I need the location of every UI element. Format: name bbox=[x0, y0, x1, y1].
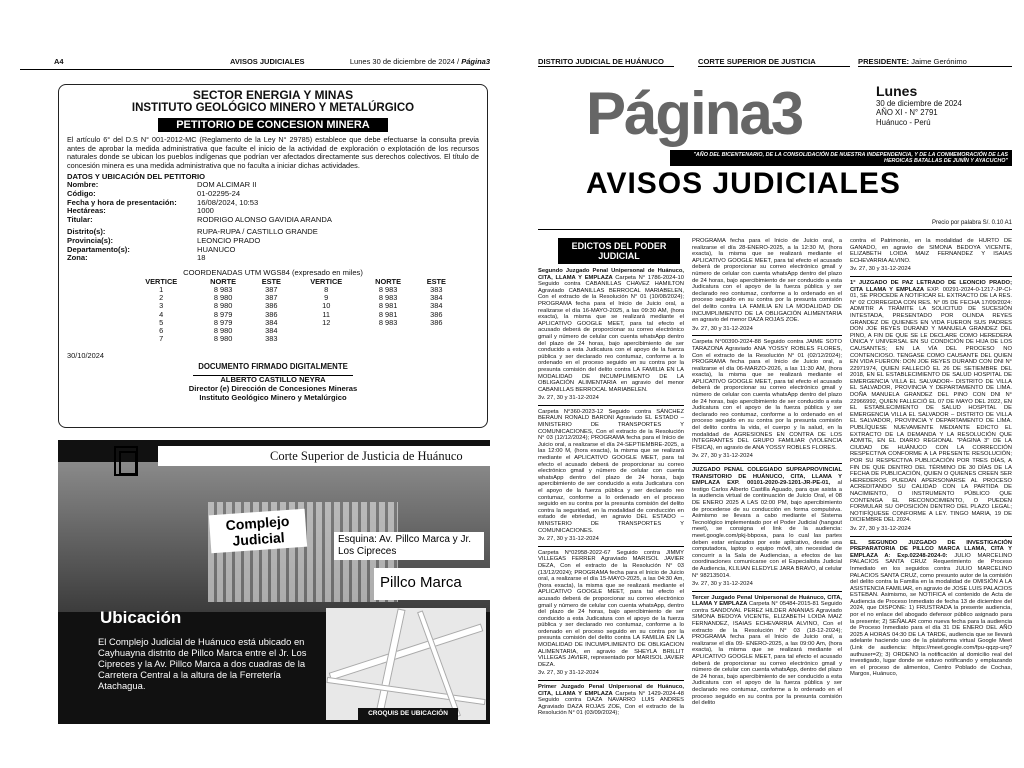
field-value: RODRIGO ALONSO GAVIDIA ARANDA bbox=[197, 214, 332, 224]
table-cell: 6 bbox=[159, 325, 164, 335]
edict-dates: 3v. 27, 30 y 31-12-2024 bbox=[692, 581, 753, 588]
table-cell: 3 bbox=[159, 301, 164, 311]
table-row bbox=[127, 311, 457, 319]
table-row bbox=[127, 302, 457, 310]
issue-date-box bbox=[876, 84, 996, 127]
table-cell: 386 bbox=[265, 309, 278, 319]
coordinates-title: COORDENADAS UTM WGS84 (expresado en miles) bbox=[183, 267, 363, 277]
column-header: VERTICE bbox=[145, 276, 178, 286]
notice-field bbox=[67, 246, 479, 255]
table-cell: 8 983 bbox=[378, 317, 398, 327]
table-cell: 384 bbox=[265, 317, 278, 327]
field-key: Zona: bbox=[67, 253, 88, 263]
left-page-header bbox=[20, 56, 490, 70]
column-2 bbox=[692, 238, 842, 709]
table-cell: 11 bbox=[322, 309, 331, 319]
field-value: 16/08/2024, 10:53 bbox=[197, 197, 259, 207]
edict-body: EXP. 00291-2024-0-1217-JP-CI-01, SE PROCEDE A NOTIFICAR EL EXTRACTO DE LA RES. N° 02 CORREGIDA CON RES. N° 05 DE FECHA 17/09/2024: ADMITIR A TRÁMITE LA SOLICITUD DE SUCESIÓN INTESTADA, PRESENTADO POR OLINDA REYES GRANDEZ DE QUIENES EN VIDA FUERON SUS PADRES DON JOE REYES DURAND Y MANUELA GRANDEZ DEL PINO, A FIN DE QUE SE LE DECLARE COMO HEREDERA ÚNICA Y UNIVERSAL EN SU CONDICIÓN DE HIJA DE LOS CAUSANTES; EN LA VÍA DEL PROCESO NO CONTENCIOSO. TENGASE COMO CAUSANTE DEL QUIEN EN VIDA FUERON: DON JOE REYES DURAND CON DNI N° 22971974, QUIEN FALLECIÓ EL 26 DE SETIEMBRE DEL 2018, EN EL ESTABLECIMIENTO DE SALUD HOSPITAL DE EMERGENCIA VILLA EL SALVADOR– DISTRITO DE VILLA EL SALVADOR, PROVINCIA Y DEPARTAMENTO DE LIMA. DOÑA MANUELA GRANDEZ DEL PINO CON DNI N° 22966992, QUIEN FALLECIÓ EL 07 DE MAYO DEL 2022, EN EL ESTABLECIMIENTO DE SALUD HOSPITAL DE EMERGENCIA VILLA EL SALVADOR – DISTRITO DE VILLA EL SALVADOR, PROVINCIA Y DEPARTAMENTO DE LIMA. PUBLÍQUESE NUEVAMENTE MEDIANTE EDICTO EL EXTRACTO DE LA DEMANDA Y LA RESOLUCIÓN QUE ADMITE, EN EL DIARIO REGIONAL "PÁGINA 3" DE LA CIUDAD DE HUÁNUCO CON LA CORRECCIÓN RESPECTIVA CONFORME A LA PRESENTE RESOLUCIÓN; POR SU RESPECTIVA PUBLICACIÓN POR TRES DÍAS, A FIN DE QUE DENTRO DEL TÉRMINO DE 30 DÍAS DE LA FECHA DE PUBLICACIÓN, QUIEN O QUIENES CREEN SER HEREDEROS PUEDAN APERSONARSE AL PROCESO ACREDITANDO SU CALIDAD CON LA PARTIDA DE NACIMIENTO, O INSTRUMENTO PÚBLICO QUE CONTENGA EL RECONOCIMIENTO, O PUEDEN FORMULAR SU OPOSICIÓN DENTRO DEL PLAZO LEGAL; NOTIFÍQUESE CONFORME A LEY. TINGO MARIA, 19 DE DICIEMBRE DEL 2024. bbox=[850, 286, 1012, 524]
ad-complejo-label: Complejo Judicial bbox=[209, 509, 307, 554]
table-cell: 8 980 bbox=[213, 301, 233, 311]
ad-pillco-label: Pillco Marca bbox=[374, 568, 490, 600]
column-3 bbox=[850, 238, 1012, 680]
divider bbox=[692, 463, 842, 464]
signer-name: ALBERTO CASTILLO NEYRA bbox=[220, 375, 326, 385]
field-key: Código: bbox=[67, 188, 96, 198]
notice-fields bbox=[67, 181, 479, 262]
edict-dates: 3v. 27, 30 y 31-12-2024 bbox=[850, 525, 911, 532]
issue-day: Lunes bbox=[876, 83, 918, 99]
field-value: RUPA-RUPA / CASTILLO GRANDE bbox=[197, 227, 318, 237]
right-page-top bbox=[538, 56, 1012, 70]
table-cell: 9 bbox=[324, 293, 329, 303]
edict-title: Segundo Juzgado Penal Unipersonal de Huánuco, CITA, LLAMA Y EMPLAZA bbox=[538, 268, 684, 281]
map-caption: CROQUIS DE UBICACIÓN bbox=[358, 708, 458, 720]
table-cell: 386 bbox=[430, 317, 443, 327]
table-cell: 8 979 bbox=[213, 309, 233, 319]
edict-title: Primer Juzgado Penal Unipersonal de Huánuco, CITA, LLAMA Y EMPLAZA bbox=[538, 684, 684, 697]
edict-entry bbox=[692, 339, 842, 451]
ad-location-title: Ubicación bbox=[100, 608, 182, 627]
table-cell: 12 bbox=[322, 317, 331, 327]
field-value: HUANUCO bbox=[197, 244, 236, 254]
field-value: DOM ALCIMAR II bbox=[197, 180, 257, 190]
ad-location-text: El Complejo Judicial de Huánuco está ubicado en Cayhuayna distrito de Pillco Marca entre el Jr. Los Cipreces y la Av. Pillco Marca a dos cuadras de la Carretera Central a la altura de la Ferretería Atachagua. bbox=[98, 636, 307, 691]
edict-dates: 3v. 27, 30 y 31-12-2024 bbox=[538, 670, 599, 677]
edict-entry bbox=[538, 684, 684, 717]
edict-title: JUZGADO PENAL COLEGIADO SUPRAPROVINCIAL TRANSITORIO DE HUÁNUCO, CITA, LLAMA Y EMPLAZA EXP. 00101-2020-29-1201-JR-PE-01, bbox=[692, 467, 842, 487]
issue-place: Huánuco - Perú bbox=[876, 117, 931, 127]
ad-corner-label: Esquina: Av. Pillco Marca y Jr. Los Cipreces bbox=[334, 532, 484, 560]
table-cell: 8 bbox=[324, 284, 329, 294]
price-line: Precio por palabra S/. 0.10 A1 bbox=[538, 220, 1012, 230]
edict-dates: 3v. 27, 30 y 31-12-2024 bbox=[850, 266, 911, 273]
table-cell: 5 bbox=[159, 317, 164, 327]
president-label: PRESIDENTE: Jaime Gerónimo bbox=[858, 57, 1012, 67]
edict-body: JULIO MARCELINO PALACIOS SANTA CRUZ Requerimiento de Proceso Inmediato en los seguidos contra JULIO MARCELINO PALACIOS SANTA CRUZ, como presunto autor de la comisión del delito contra la Familia en la modalidad de OMISIÓN A LA ASISTENCIA FAMILIAR, en agravio de JOSE LUIS PALACIOS ESTEBAN. Asimismo, se NOTIFICA el contenido de Acta de Audiencia de Proceso Inmediato de fecha 13 de diciembre del 2024, que DISPONE: 1) FRUSTRADA la presente audiencia, por el no enlace del abogado defensor público asignado para la presente; 2) SEÑALAR como nueva fecha para la audiencia de Proceso Inmediato para el día 31 DE ENERO DEL AÑO 2025 A HORAS 04:30 DE LA TARDE, audiencia que se llevará adelante haciendo uso de la plataforma virtual Google Meet (Link de audiencia: https://meet.google.com/fpu-qqzp-urq?authuser=2); 3) ORDENO la notificación al domicilio real del investigado, lugar donde se estuvo notificando y emplazando en el proceso de alimentos, Centro Poblado de Cochas, Margos, Huánuco, bbox=[850, 552, 1012, 678]
edict-body: Carpeta N°360-2023-12 Seguido contra SÁNCHEZ BERAUN RONALD BARONI Agraviado EL ESTADO – MINISTERIO DE TRANSPORTES Y COMUNICACIONES, Con el extracto de la Resolución N° 03 (12/12/2024); PROGRAMA fecha para el Inicio de Juicio oral, a realizarse el día 24-SEPTIEMBRE-2025, a las 12:00 M, (hora exacta), la misma que se realizará mediante el APLICATIVO GOOGLE MEET, para tal efecto el acusado deberá de proporcionar su correo electrónico gmail y número de celular con cuenta whatsApp dentro del plazo de 24 horas, bajo apercibimiento de ser conducido a esta Judicatura con el apoyo de la fuerza pública y ser declarado reo contumaz, conforme a lo ordenado en el proceso seguido en su contra por la presunta comisión del delito contra la seguridad, en la modalidad de conducción en estado de ebriedad, en agravio DEL ESTADO – MINISTERIO DE TRANSPORTES Y COMUNICACIONES. bbox=[538, 408, 684, 534]
divider bbox=[538, 546, 684, 547]
field-key: Fecha y hora de presentación: bbox=[67, 197, 177, 207]
judiciary-logo-icon bbox=[114, 446, 138, 476]
notice-field bbox=[67, 228, 479, 237]
edict-dates: 3v. 27, 30 y 31-12-2024 bbox=[692, 325, 753, 332]
edict-body: Carpeta N°02958-2022-67 Seguido contra JIMMY VILLEGAS FERRER Agraviado MARISOL JAVIER DEZA, Con el extracto de la Resolución N° 03 (13/12/2024); PROGRAMA fecha para el Inicio de Juicio oral, a realizarse el día 15-MAYO-2025, a las 04:30 Am, (hora exacta), la misma que se realizará mediante el APLICATIVO GOOGLE MEET, para tal efecto el acusado deberá de proporcionar su correo electrónico gmail y número de celular con cuenta whatsApp, dentro del plazo de 24 horas, bajo apercibimiento de ser conducido a esta Judicatura con el apoyo de la fuerza pública y ser declarado reo contumaz, conforme a lo ordenado en el proceso seguido en su contra por la presunta comisión del delito contra LA FAMILIA EN LA MODALIDAD DE INCUMPLIMIENTO DE OBLIGACION ALIMENTARIA, en agravio de SHEYLA BRILLIT VILLEGAS JAVIER, representado por MARISOL JAVIER DEZA. bbox=[538, 549, 684, 668]
table-cell bbox=[416, 335, 457, 343]
table-cell: 8 983 bbox=[378, 284, 398, 294]
edict-body: Carpeta N°00390-2024-88 Seguido contra JAIME SOTO TARAZONA Agraviado ANA YOSSY ROBLES FLORES, Con el extracto de la Resolución N° 01 (02/12/2024); PROGRAMA fecha para el Inicio de Juicio oral, a realizarse el día 06-MARZO-2026, a las 11:30 AM, (hora exacta), la misma que se realizará mediante el APLICATIVO GOOGLE MEET, para tal efecto el acusado deberá de proporcionar su correo electrónico gmail y número de celular con cuenta whatsApp dentro del plazo de 24 horas, bajo apercibimiento de ser conducido a esta Judicatura con el apoyo de la fuerza pública y ser declarado reo contumaz, conforme a lo ordenado en el proceso seguido en su contra por la presunta comisión del delito contra la vida, el cuerpo y la salud, en la modalidad de AGRESIONES EN CONTRA DE LOS INTEGRANTES DEL GRUPO FAMILIAR (VIOLENCIA FÍSICA), en agravio de ANA YOSSY ROBLES FLORES. bbox=[692, 339, 842, 451]
table-cell: 8 980 bbox=[213, 334, 233, 344]
right-page bbox=[530, 44, 1024, 734]
court-location-ad bbox=[58, 440, 490, 724]
table-row bbox=[127, 327, 457, 335]
field-key: Departamento(s): bbox=[67, 244, 130, 254]
edict-body: Carpeta N° 1786-2024-10 Seguido contra CABANILLAS CHAVEZ HAMILTON Agraviado CABANILLAS BERROCAL MARIABELEN, Con el extracto de la Resolución N° 01 (10/08/2024); PROGRAMA fecha para el Inicio de Juicio oral, a realizarse el día 16-MAYO-2025, a las 09:30 AM, (hora exacta), la misma que se realizará mediante el APLICATIVO GOOGLE MEET, para tal efecto el acusado deberá de proporcionar su correo electrónico gmail y número de celular con cuenta whatsApp dentro del plazo de 24 horas, bajo apercibimiento de ser conducido a esta Judicatura con el apoyo de la fuerza pública y ser declarado reo contumaz, conforme a lo ordenado en el proceso seguido en su contra por la presunta comisión del delito contra LA FAMILIA EN LA MODALIDAD DE INCUMPLIMIENTO DE LA OBLIGACIÓN ALIMENTARIA en agravio del menor CABANILLAS BERROCAL MARIABELEN. bbox=[538, 274, 684, 393]
edict-body: Carpeta N° 1429-2024-48 Seguido contra DAZA NAVARRO LUIS ANDRES Agraviado DAZA ROJAS ZOE, Con el extracto de la Resolución N° 01 (03/09/2024); bbox=[538, 690, 684, 717]
ad-court-title: Corte Superior de Justicia de Huánuco bbox=[158, 446, 490, 466]
table-cell: 8 981 bbox=[378, 309, 398, 319]
field-key: Hectáreas: bbox=[67, 206, 106, 216]
column-header: VERTICE bbox=[310, 276, 343, 286]
field-key: Titular: bbox=[67, 214, 93, 224]
notice-subtitle: INSTITUTO GEOLÓGICO MINERO Y METALÚRGICO bbox=[131, 102, 415, 114]
map-road bbox=[417, 610, 461, 717]
issue-number: AÑO XI - N° 2791 bbox=[876, 108, 938, 118]
column-header: NORTE bbox=[375, 276, 401, 286]
left-page bbox=[20, 44, 490, 734]
edict-title: 1° JUZGADO DE PAZ LETRADO DE LEONCIO PRADO; CITA LLAMA Y EMPLAZA bbox=[850, 279, 1012, 293]
divider bbox=[538, 405, 684, 406]
edict-body: contra el Patrimonio, en la modalidad de HURTO DE GANADO, en agravio de SIMONA BEDOYA VICENTE, ELIZABETH LOIDA MAIZ FERNANDEZ Y ISAIAS ECHEVARRIA ALVINO. bbox=[850, 238, 1012, 264]
notice-title: SECTOR ENERGIA Y MINAS bbox=[192, 88, 354, 102]
newspaper-brand: Página3 bbox=[586, 80, 803, 147]
edict-entry bbox=[692, 467, 842, 579]
table-cell: 384 bbox=[265, 325, 278, 335]
notice-section-title: DATOS Y UBICACIÓN DEL PETITORIO bbox=[67, 172, 205, 182]
divider bbox=[850, 536, 1012, 537]
notice-field bbox=[67, 199, 479, 208]
column-header: ESTE bbox=[261, 276, 281, 286]
table-row bbox=[127, 286, 457, 294]
edict-entry bbox=[850, 540, 1012, 678]
table-cell bbox=[416, 327, 457, 335]
table-cell bbox=[360, 335, 415, 343]
table-cell: 7 bbox=[159, 334, 164, 344]
table-cell: 10 bbox=[322, 301, 331, 311]
divider bbox=[692, 335, 842, 336]
map-road bbox=[326, 677, 485, 705]
table-cell: 8 980 bbox=[213, 325, 233, 335]
table-cell: 383 bbox=[430, 284, 443, 294]
table-cell: 1 bbox=[159, 284, 164, 294]
district-label: DISTRITO JUDICIAL DE HUÁNUCO bbox=[538, 57, 674, 67]
signer-org: Instituto Geológico Minero y Metalúrgico bbox=[199, 392, 347, 402]
table-cell: 386 bbox=[265, 301, 278, 311]
edict-entry bbox=[538, 268, 684, 393]
edict-entry bbox=[850, 280, 1012, 524]
section-name: AVISOS JUDICIALES bbox=[230, 57, 305, 66]
signer-role: Director (e) Dirección de Concesiones Mineras bbox=[188, 383, 358, 393]
field-value: 18 bbox=[197, 253, 206, 263]
field-key: Distrito(s): bbox=[67, 227, 106, 237]
table-cell: 8 979 bbox=[213, 317, 233, 327]
notice-date: 30/10/2024 bbox=[67, 351, 104, 361]
edictos-banner: EDICTOS DEL PODER JUDICIAL bbox=[558, 238, 680, 264]
table-cell bbox=[360, 327, 415, 335]
court-label: CORTE SUPERIOR DE JUSTICIA bbox=[698, 57, 850, 67]
table-cell: 8 980 bbox=[213, 293, 233, 303]
notice-intro: El artículo 6° del D.S N° 001-2012-MC (Reglamento de la Ley N° 29785) establece que debe efectuarse la consulta previa antes de aprobar la medida administrativa que faculte el inicio de la actividad de exploración o explotación de los recursos naturales donde se ubican los pueblos indígenas que podrían ver afectados directamente sus derechos colectivos. El título de concesión minera es una medida administrativa que no faculta a iniciar dichas actividades. bbox=[67, 135, 479, 170]
table-row bbox=[127, 335, 457, 343]
edict-entry bbox=[538, 550, 684, 669]
edict-body: al testigo Carlos Alberto Castilla Aguado, para que asista a la audiencia virtual de continuación de Juicio Oral, el 08 DE ENERO 2025 A LAS 02:00 PM, bajo apercibimiento de procederse de su conducción en forma compulsiva. Asimismo se llevara a cabo mediante el Sistema Tecnológico implementado por el Poder Judicial (hangout meet), se consigna el link de la audiencia: meet.google.com/pkj-bbpoxa, para lo cual las partes deben estar enlazados por este aplicativo, desde una computadora, laptop o equipo móvil, sin necesidad de concurrir a la Sala de Audiencias, a efectos de las coordinaciones comunicarse con el Especialista Judicial de Audiencia, KLILIAN ELEDYLE JARA BRAVO, al celular N° 982135014. bbox=[692, 480, 842, 579]
table-cell: 4 bbox=[159, 309, 164, 319]
column-header: ESTE bbox=[426, 276, 446, 286]
notice-banner: PETITORIO DE CONCESION MINERA bbox=[158, 118, 388, 132]
field-value: 1000 bbox=[197, 206, 214, 216]
notice-field bbox=[67, 216, 479, 225]
mining-concession-notice bbox=[58, 84, 488, 428]
divider bbox=[692, 591, 842, 592]
column-3-entries bbox=[850, 238, 1012, 678]
issue-date: 30 de diciembre de 2024 bbox=[876, 99, 962, 108]
edict-dates: 3v. 27, 30 y 31-12-2024 bbox=[692, 453, 753, 460]
edict-body: Carpeta N° 05484-2015-81 Seguido contra SANDOVAL PEREZ HILDER ANANIAS Agraviado SIMONA BEDOYA VICENTE, ELIZABETH LOIDA MAIZ FERNANDEZ, ISAIAS ECHEVARRIA ALVINO, Con el extracto de la Resolución N° 03 (18-12-2024); PROGRAMA fecha para el Inicio de Juicio oral, a realizarse el día 09- ENERO-2025, a las 09:00 Am, (hora exacta), la misma que se realizará mediante el APLICATIVO GOOGLE MEET, para tal efecto el acusado deberá de proporcionar su correo electrónico gmail y número de celular con cuenta whatsApp, dentro del plazo de 24 horas, bajo apercibimiento de ser conducido a esta Judicatura con el apoyo de la fuerza pública y ser declarado reo contumaz, conforme a lo ordenado en el proceso seguido en su contra por la presunta comisión del delito bbox=[692, 601, 843, 707]
edict-entry bbox=[692, 238, 842, 324]
column-header: NORTE bbox=[210, 276, 237, 286]
edict-body: PROGRAMA fecha para el Inicio de Juicio oral, a realizarse el día 28-ENERO-2025, a la 12:30 M, (hora exacta), la misma que se realizará mediante el APLICATIVO GOOGLE MEET, para tal efecto el acusado deberá de proporcionar su correo electrónico gmail y número de celular con cuenta whatsApp dentro del plazo de 24 horas, bajo apercibimiento de ser conducido a esta Judicatura con el apoyo de la fuerza pública y ser declarado reo contumaz, conforme a lo ordenado en el proceso seguido en su contra por la presunta comisión del delito contra LA FAMILIA EN LA MODALIDAD DE INCUMPLIMIENTO DE LA OBLIGACIÓN ALIMENTARIA en agravio del menor DAZA ROJAS ZOE. bbox=[692, 238, 842, 324]
map-road bbox=[329, 623, 484, 680]
edict-dates: 3v. 27, 30 y 31-12-2024 bbox=[538, 395, 599, 402]
divider bbox=[538, 680, 684, 681]
edict-entry bbox=[850, 238, 1012, 264]
page-number: A4 bbox=[54, 57, 64, 66]
section-heading: AVISOS JUDICIALES bbox=[586, 167, 901, 200]
table-cell bbox=[292, 327, 360, 335]
notice-field bbox=[67, 254, 479, 263]
field-key: Provincia(s): bbox=[67, 235, 113, 245]
field-value: 01-02295-24 bbox=[197, 188, 241, 198]
divider bbox=[850, 276, 1012, 277]
table-row bbox=[127, 294, 457, 302]
table-cell: 384 bbox=[430, 293, 443, 303]
anniversary-banner: "AÑO DEL BICENTENARIO, DE LA CONSOLIDACIÓN DE NUESTRA INDEPENDENCIA, Y DE LA CONMEMORACIÓN DE LAS HEROICAS BATALLAS DE JUNÍN Y AYACUCHO" bbox=[670, 150, 1012, 166]
table-cell: 384 bbox=[430, 301, 443, 311]
edict-dates: 3v. 27, 30 y 31-12-2024 bbox=[538, 536, 599, 543]
table-cell: 383 bbox=[265, 334, 278, 344]
digitally-signed: DOCUMENTO FIRMADO DIGITALMENTE bbox=[198, 362, 348, 372]
location-map bbox=[326, 608, 486, 720]
field-key: Nombre: bbox=[67, 180, 99, 190]
table-row bbox=[127, 319, 457, 327]
edict-entry bbox=[538, 409, 684, 534]
table-cell: 8 981 bbox=[378, 301, 398, 311]
table-cell: 387 bbox=[265, 293, 278, 303]
column-1 bbox=[538, 238, 684, 719]
edict-entry bbox=[692, 595, 842, 707]
table-cell: 8 983 bbox=[213, 284, 233, 294]
notice-field bbox=[67, 181, 479, 190]
table-cell: 8 983 bbox=[378, 293, 398, 303]
table-cell bbox=[292, 335, 360, 343]
coordinates-table bbox=[127, 278, 457, 344]
table-cell: 386 bbox=[430, 309, 443, 319]
edict-title: Tercer Juzgado Penal Unipersonal de Huánuco, CITA, LLAMA Y EMPLAZA bbox=[692, 594, 842, 608]
column-2-entries bbox=[692, 238, 842, 707]
table-cell: 387 bbox=[265, 284, 278, 294]
column-1-entries bbox=[538, 268, 684, 717]
header-date: Lunes 30 de diciembre de 2024 / Página3 bbox=[349, 57, 490, 66]
field-value: LEONCIO PRADO bbox=[197, 235, 261, 245]
table-cell: 2 bbox=[159, 293, 164, 303]
edict-title: EL SEGUNDO JUZGADO DE INVESTIGACIÓN PREPARATORIA DE PILLCO MARCA LLAMA, CITA Y EMPLAZA A: Exp.02248-2024-0: bbox=[850, 539, 1012, 559]
